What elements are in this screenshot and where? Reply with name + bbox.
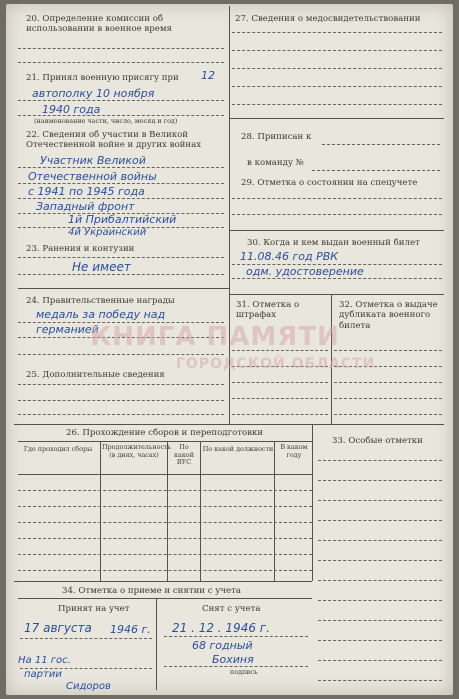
section-34-divider bbox=[156, 598, 157, 690]
section-21-label: 21. Принял военную присягу при bbox=[26, 73, 179, 83]
section-29-label: 29. Отметка о состоянии на спецучете bbox=[241, 178, 418, 188]
rule bbox=[18, 570, 312, 571]
table26-header-place: Где проходил сборы bbox=[23, 445, 93, 453]
rule bbox=[18, 538, 312, 539]
oath-handwriting-2: автополку 10 ноября bbox=[32, 87, 155, 100]
rule bbox=[232, 32, 442, 33]
section-28-label: 28. Приписан к bbox=[241, 132, 312, 142]
war-handwriting-4: Западный фронт bbox=[36, 200, 135, 213]
rule bbox=[18, 598, 312, 599]
rule bbox=[318, 480, 442, 481]
rule bbox=[229, 118, 444, 119]
rule bbox=[318, 560, 442, 561]
section-32-label: 32. Отметка о выдаче дубликата военного билета bbox=[339, 300, 438, 331]
table26-header-duration: Продолжительность (в днях, часах) bbox=[102, 443, 172, 459]
section-21-caption: (наименование части, число, месяц и год) bbox=[34, 117, 178, 125]
table-col bbox=[200, 441, 201, 581]
table26-header-vus: По какой ВУС bbox=[174, 443, 194, 467]
bottom-handwriting-1: На 11 гос. bbox=[18, 655, 71, 666]
rule bbox=[18, 354, 224, 355]
rule bbox=[232, 104, 442, 105]
war-handwriting-1: Участник Великой bbox=[40, 154, 146, 167]
rule bbox=[232, 214, 442, 215]
table26-header-position: По какой должности bbox=[202, 445, 274, 453]
table-col bbox=[167, 441, 168, 581]
bottom-handwriting-3: Сидоров bbox=[66, 681, 111, 692]
military-card-page bbox=[6, 4, 453, 695]
rule bbox=[334, 414, 442, 415]
rule bbox=[18, 183, 224, 184]
section-28-team-label: в команду № bbox=[247, 158, 304, 168]
rule bbox=[232, 414, 328, 415]
rule bbox=[18, 257, 224, 258]
rule bbox=[18, 490, 312, 491]
rule bbox=[232, 278, 442, 279]
removed-sig-handwriting-2: Бохиня bbox=[212, 653, 254, 666]
section-23-label: 23. Ранения и контузии bbox=[26, 244, 135, 254]
rule bbox=[322, 144, 440, 145]
awards-handwriting-1: медаль за победу над bbox=[36, 308, 166, 321]
rule bbox=[18, 441, 312, 442]
bottom-handwriting-2: партии bbox=[24, 669, 62, 680]
rule bbox=[318, 540, 442, 541]
rule bbox=[318, 660, 442, 661]
war-handwriting-3: с 1941 по 1945 года bbox=[28, 185, 145, 198]
rule bbox=[18, 167, 224, 168]
rule bbox=[334, 382, 442, 383]
watermark-subtitle: ГОРОДСКОЙ ОБЛАСТИ bbox=[176, 356, 376, 372]
section-30-label: 30. Когда и кем выдан военный билет bbox=[247, 238, 420, 248]
removed-date-handwriting: 21 . 12 . 1946 г. bbox=[172, 621, 270, 635]
rule bbox=[18, 554, 312, 555]
accepted-label: Принят на учет bbox=[58, 604, 130, 614]
rule bbox=[14, 581, 312, 582]
rule bbox=[318, 580, 442, 581]
rule bbox=[334, 398, 442, 399]
rule bbox=[20, 638, 152, 639]
section-20-label: 20. Определение комиссии об использовании в военное время bbox=[26, 14, 172, 35]
rule bbox=[318, 600, 442, 601]
rule bbox=[318, 500, 442, 501]
rule bbox=[18, 100, 224, 101]
rule bbox=[18, 474, 312, 475]
war-handwriting-5: 1й Прибалтийский bbox=[68, 213, 177, 226]
rule bbox=[18, 115, 224, 116]
rule bbox=[229, 230, 444, 231]
table-col bbox=[100, 441, 101, 581]
rule bbox=[318, 620, 442, 621]
war-handwriting-2: Отечественной войны bbox=[28, 170, 157, 183]
rule bbox=[164, 636, 308, 637]
rule bbox=[18, 414, 224, 415]
awards-handwriting-2: германией bbox=[36, 323, 99, 336]
signature-caption: подпись bbox=[230, 668, 258, 676]
rule bbox=[334, 350, 442, 351]
rule bbox=[18, 62, 224, 63]
oath-handwriting-3: 1940 года bbox=[42, 103, 101, 116]
section-25-label: 25. Дополнительные сведения bbox=[26, 370, 165, 380]
rule bbox=[232, 198, 442, 199]
watermark-title: КНИГА ПАМЯТИ bbox=[90, 322, 340, 352]
rule bbox=[14, 424, 444, 425]
rule bbox=[318, 520, 442, 521]
ticket-handwriting-1: 11.08.46 год РВК bbox=[240, 250, 339, 263]
rule bbox=[164, 666, 308, 667]
rule bbox=[232, 50, 442, 51]
rule bbox=[318, 680, 442, 681]
section-31-label: 31. Отметка о штрафах bbox=[236, 300, 300, 321]
rule bbox=[20, 668, 152, 669]
removed-label: Снят с учета bbox=[202, 604, 261, 614]
war-handwriting-6: 4й Украинский bbox=[68, 227, 147, 238]
rule bbox=[18, 522, 312, 523]
rule bbox=[18, 48, 224, 49]
rule bbox=[18, 400, 224, 401]
rule bbox=[232, 68, 442, 69]
table-col bbox=[312, 424, 313, 581]
section-27-label: 27. Сведения о медосвидетельствовании bbox=[235, 14, 421, 24]
rule bbox=[318, 640, 442, 641]
rule bbox=[18, 288, 229, 289]
table26-header-year: В каком году bbox=[280, 443, 308, 459]
table-col bbox=[274, 441, 275, 581]
accepted-year-handwriting: 1946 г. bbox=[110, 623, 151, 636]
section-33-label: 33. Особые отметки bbox=[332, 436, 423, 446]
rule bbox=[229, 294, 444, 295]
section-24-label: 24. Правительственные награды bbox=[26, 296, 175, 306]
rule bbox=[232, 398, 328, 399]
rule bbox=[18, 506, 312, 507]
oath-handwriting-1: 12 bbox=[201, 69, 215, 82]
rule bbox=[312, 170, 440, 171]
rule bbox=[18, 384, 224, 385]
rule bbox=[18, 198, 224, 199]
section-26-label: 26. Прохождение сборов и переподготовки bbox=[66, 428, 264, 438]
section-22-label: 22. Сведения об участии в Великой Отечественной войне и других войнах bbox=[26, 130, 202, 151]
rule bbox=[18, 274, 224, 275]
removed-sig-handwriting-1: 68 годный bbox=[192, 639, 253, 652]
rule bbox=[318, 460, 442, 461]
wounds-handwriting: Не имеет bbox=[72, 260, 131, 274]
rule bbox=[232, 382, 328, 383]
ticket-handwriting-2: одм. удостоверение bbox=[246, 265, 364, 278]
accepted-date-handwriting: 17 августа bbox=[24, 621, 92, 635]
section-34-label: 34. Отметка о приеме и снятии с учета bbox=[62, 586, 242, 596]
rule bbox=[232, 86, 442, 87]
